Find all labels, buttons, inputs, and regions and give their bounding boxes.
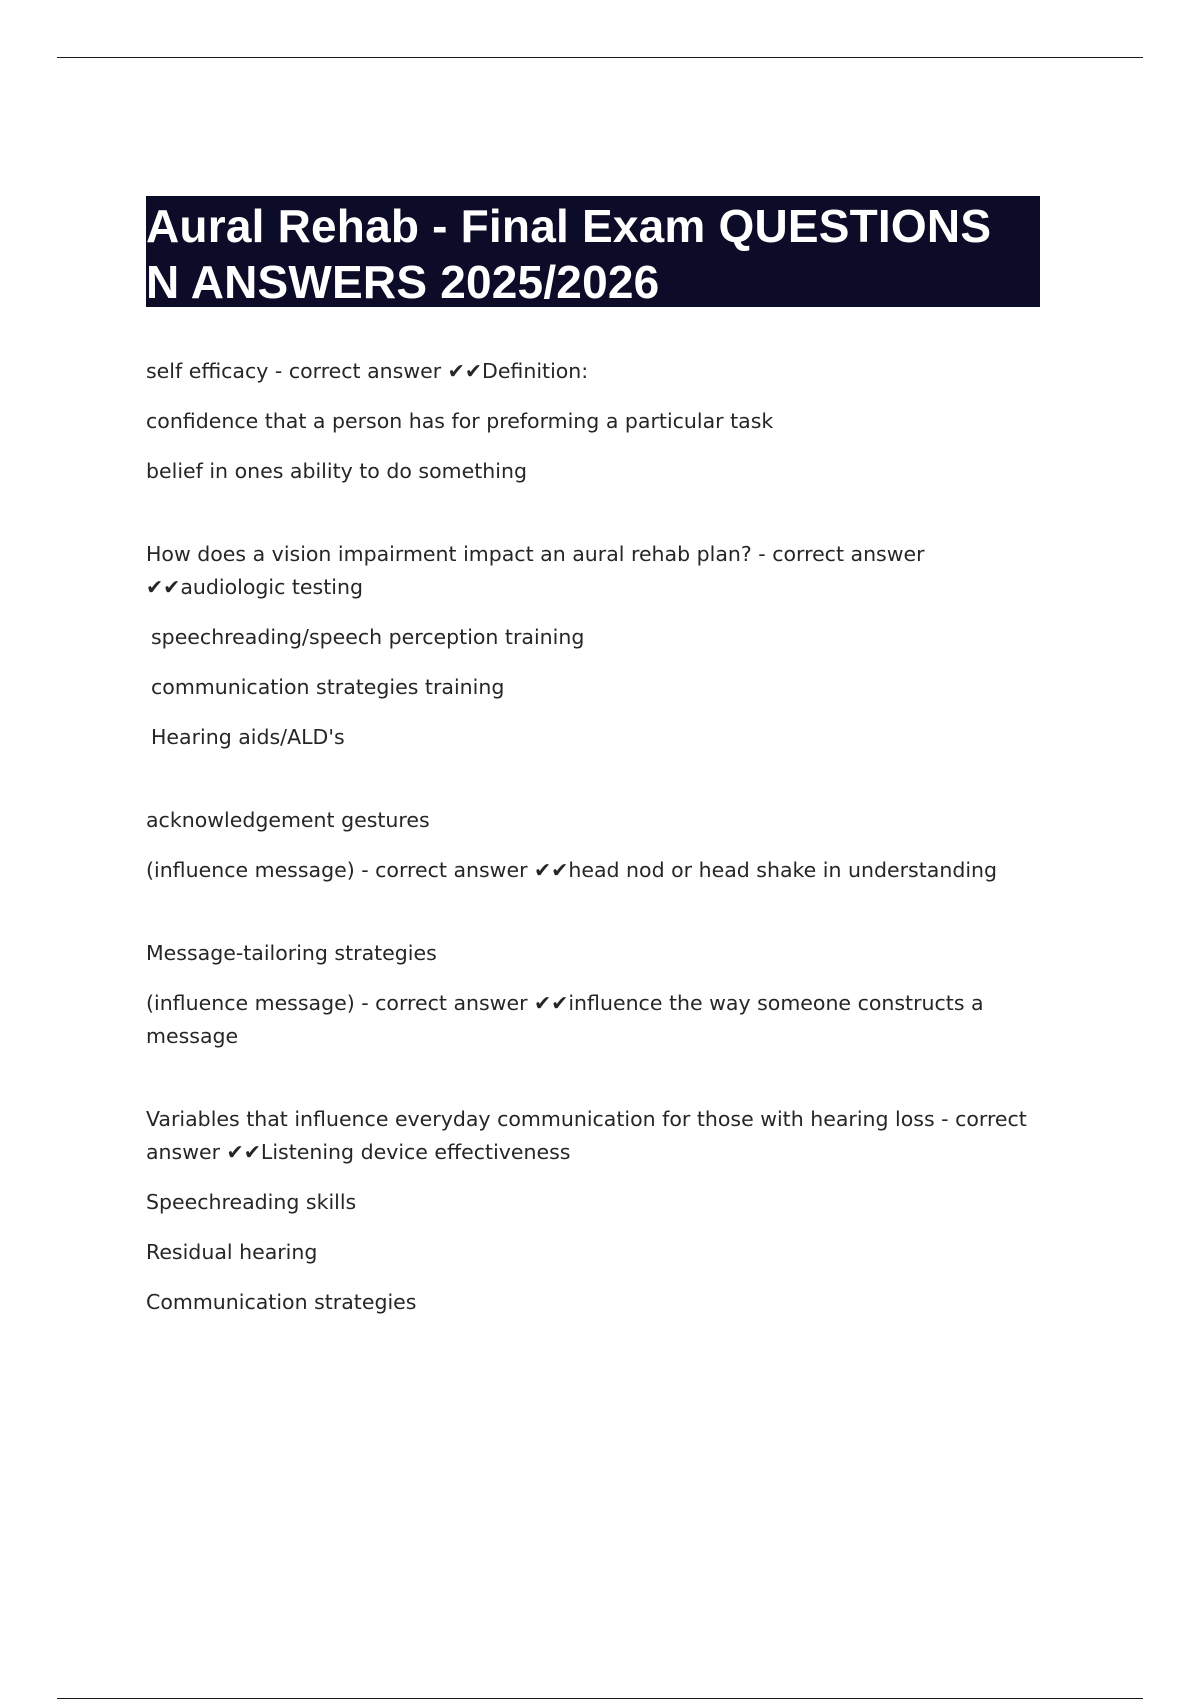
qa-answer-line: (influence message) - correct answer ✔✔head nod or head shake in understanding <box>146 858 998 882</box>
qa-question: acknowledgement gestures <box>146 808 430 832</box>
document-title-line-2: N ANSWERS 2025/2026 <box>146 256 660 308</box>
footer-rule <box>57 1698 1143 1699</box>
qa-question: How does a vision impairment impact an aural rehab plan? - correct answer ✔✔audiologic testing <box>146 542 925 599</box>
qa-answer-line: belief in ones ability to do something <box>146 459 527 483</box>
document-title-banner <box>146 196 1040 307</box>
qa-answer-line: Residual hearing <box>146 1240 318 1264</box>
header-rule <box>57 57 1143 58</box>
qa-item-message-tailoring <box>146 937 1066 1053</box>
qa-answer-line: Communication strategies <box>146 1290 417 1314</box>
document-title-line-1: Aural Rehab - Final Exam QUESTIONS <box>146 200 992 252</box>
qa-question: self efficacy - correct answer ✔✔Definition: <box>146 359 589 383</box>
qa-question: Variables that influence everyday communication for those with hearing loss - correct answer ✔✔Listening device effectiveness <box>146 1107 1027 1164</box>
qa-question: Message-tailoring strategies <box>146 941 437 965</box>
qa-answer-line: (influence message) - correct answer ✔✔influence the way someone constructs a message <box>146 991 984 1048</box>
qa-item-communication-variables <box>146 1103 1066 1319</box>
qa-item-self-efficacy <box>146 355 1066 488</box>
qa-list <box>146 355 1066 1369</box>
qa-answer-line: confidence that a person has for preforming a particular task <box>146 409 774 433</box>
qa-item-vision-impairment <box>146 538 1066 754</box>
qa-answer-line: communication strategies training <box>151 675 505 699</box>
qa-answer-line: Speechreading skills <box>146 1190 357 1214</box>
qa-answer-line: Hearing aids/ALD's <box>151 725 345 749</box>
qa-answer-line: speechreading/speech perception training <box>151 625 585 649</box>
qa-item-acknowledgement-gestures <box>146 804 1066 887</box>
